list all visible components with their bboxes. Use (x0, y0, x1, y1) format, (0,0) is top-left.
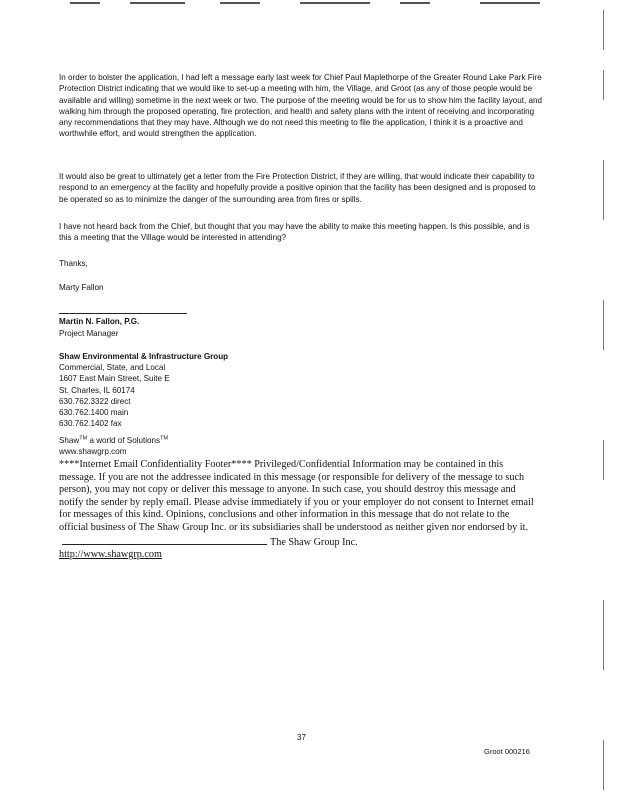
slogan-line (59, 435, 544, 446)
footer-text: ****Internet Email Confidentiality Footer**** Privileged/Confidential Information may be contained in this message. If you are not the addressee indicated in this message (or responsible for delivery of the message to such person), you may not copy or deliver this message to anyone. In such case, you should destroy this message and notify the sender by reply email. Please advise immediately if you or your employer do not consent to Internet email for messages of this kind. Opinions, conclusions and other information in this message that do not relate to the official business of The Shaw Group Inc. or its subsidiaries shall be understood as neither given nor endorsed by it. (59, 459, 534, 533)
signoff-name: Marty Fallon (59, 283, 104, 292)
trademark-mark: TM (79, 435, 88, 442)
scan-mark (603, 740, 604, 790)
signature-divider (59, 313, 187, 314)
footer-rule (62, 535, 267, 545)
footer-company: The Shaw Group Inc. (270, 536, 358, 548)
signature-name: Martin N. Fallon, P.G. (59, 317, 140, 326)
body-paragraph-1: In order to bolster the application, I had left a message early last week for Chief Paul Maplethorpe of the Greater Round Lake Park Fire Protection District indicating that we would like to set-up a meeting with him, the Village, and Groot (as any of those people would be available and willing) sometime in the next week or two. The purpose of the meeting would be for us to show him the facility layout, and walking him through the proposed operating, fire protection, and health and safety plans with the intent of receiving and incorporating any recommendations that they may have. Although we do not need this meeting to file the application, I think it is a proactive and worthwhile effort, and would strengthen the application. (59, 73, 543, 139)
scan-mark (603, 160, 604, 220)
body-paragraph-2: It would also be great to ultimately get a letter from the Fire Protection District, if they are willing, that would indicate their capability to respond to an emergency at the facility and hopefully provide a positive opinion that the facility has been designed and is proposed to be operated so as to minimize the danger of the surrounding area from fires or spills. (59, 172, 536, 204)
scan-mark (300, 2, 370, 4)
scan-artifact-top (70, 2, 540, 6)
address-line: 1607 East Main Street, Suite E (59, 374, 170, 384)
phone-direct: 630.762.3322 direct (59, 396, 131, 406)
closing: Thanks, (59, 259, 88, 268)
trademark-mark: TM (160, 435, 169, 442)
scan-mark (70, 2, 100, 4)
phone-fax: 630.762.1402 fax (59, 419, 122, 429)
scan-mark (603, 10, 604, 50)
slogan-text: a world of Solutions (87, 436, 161, 445)
bates-number: Groot 000216 (484, 747, 530, 756)
company-website-link[interactable]: www.shawgrp.com (59, 447, 127, 457)
scan-mark (603, 600, 604, 670)
signature-title: Project Manager (59, 329, 119, 338)
scan-mark (220, 2, 260, 4)
phone-main: 630.762.1400 main (59, 408, 129, 418)
address-line: Commercial, State, and Local (59, 363, 166, 372)
page-number: 37 (297, 733, 306, 742)
address-line: St. Charles, IL 60174 (59, 385, 135, 395)
company-slogan (59, 435, 544, 458)
signature-company: Shaw Environmental & Infrastructure Group (59, 352, 229, 361)
confidentiality-footer (59, 459, 537, 562)
scan-mark (480, 2, 540, 4)
footer-url-link[interactable]: http://www.shawgrp.com (59, 549, 162, 561)
body-paragraph-3: I have not heard back from the Chief, but thought that you may have the ability to make this meeting happen. Is this possible, and is this a meeting that the Village would be interested in attending? (59, 222, 530, 243)
scan-artifact-right (600, 0, 610, 800)
scan-mark (130, 2, 185, 4)
scan-mark (603, 300, 604, 350)
scan-mark (603, 70, 604, 100)
scan-mark (603, 440, 604, 480)
scan-mark (400, 2, 430, 4)
slogan-brand: Shaw (59, 436, 80, 445)
signature-address (59, 362, 544, 430)
